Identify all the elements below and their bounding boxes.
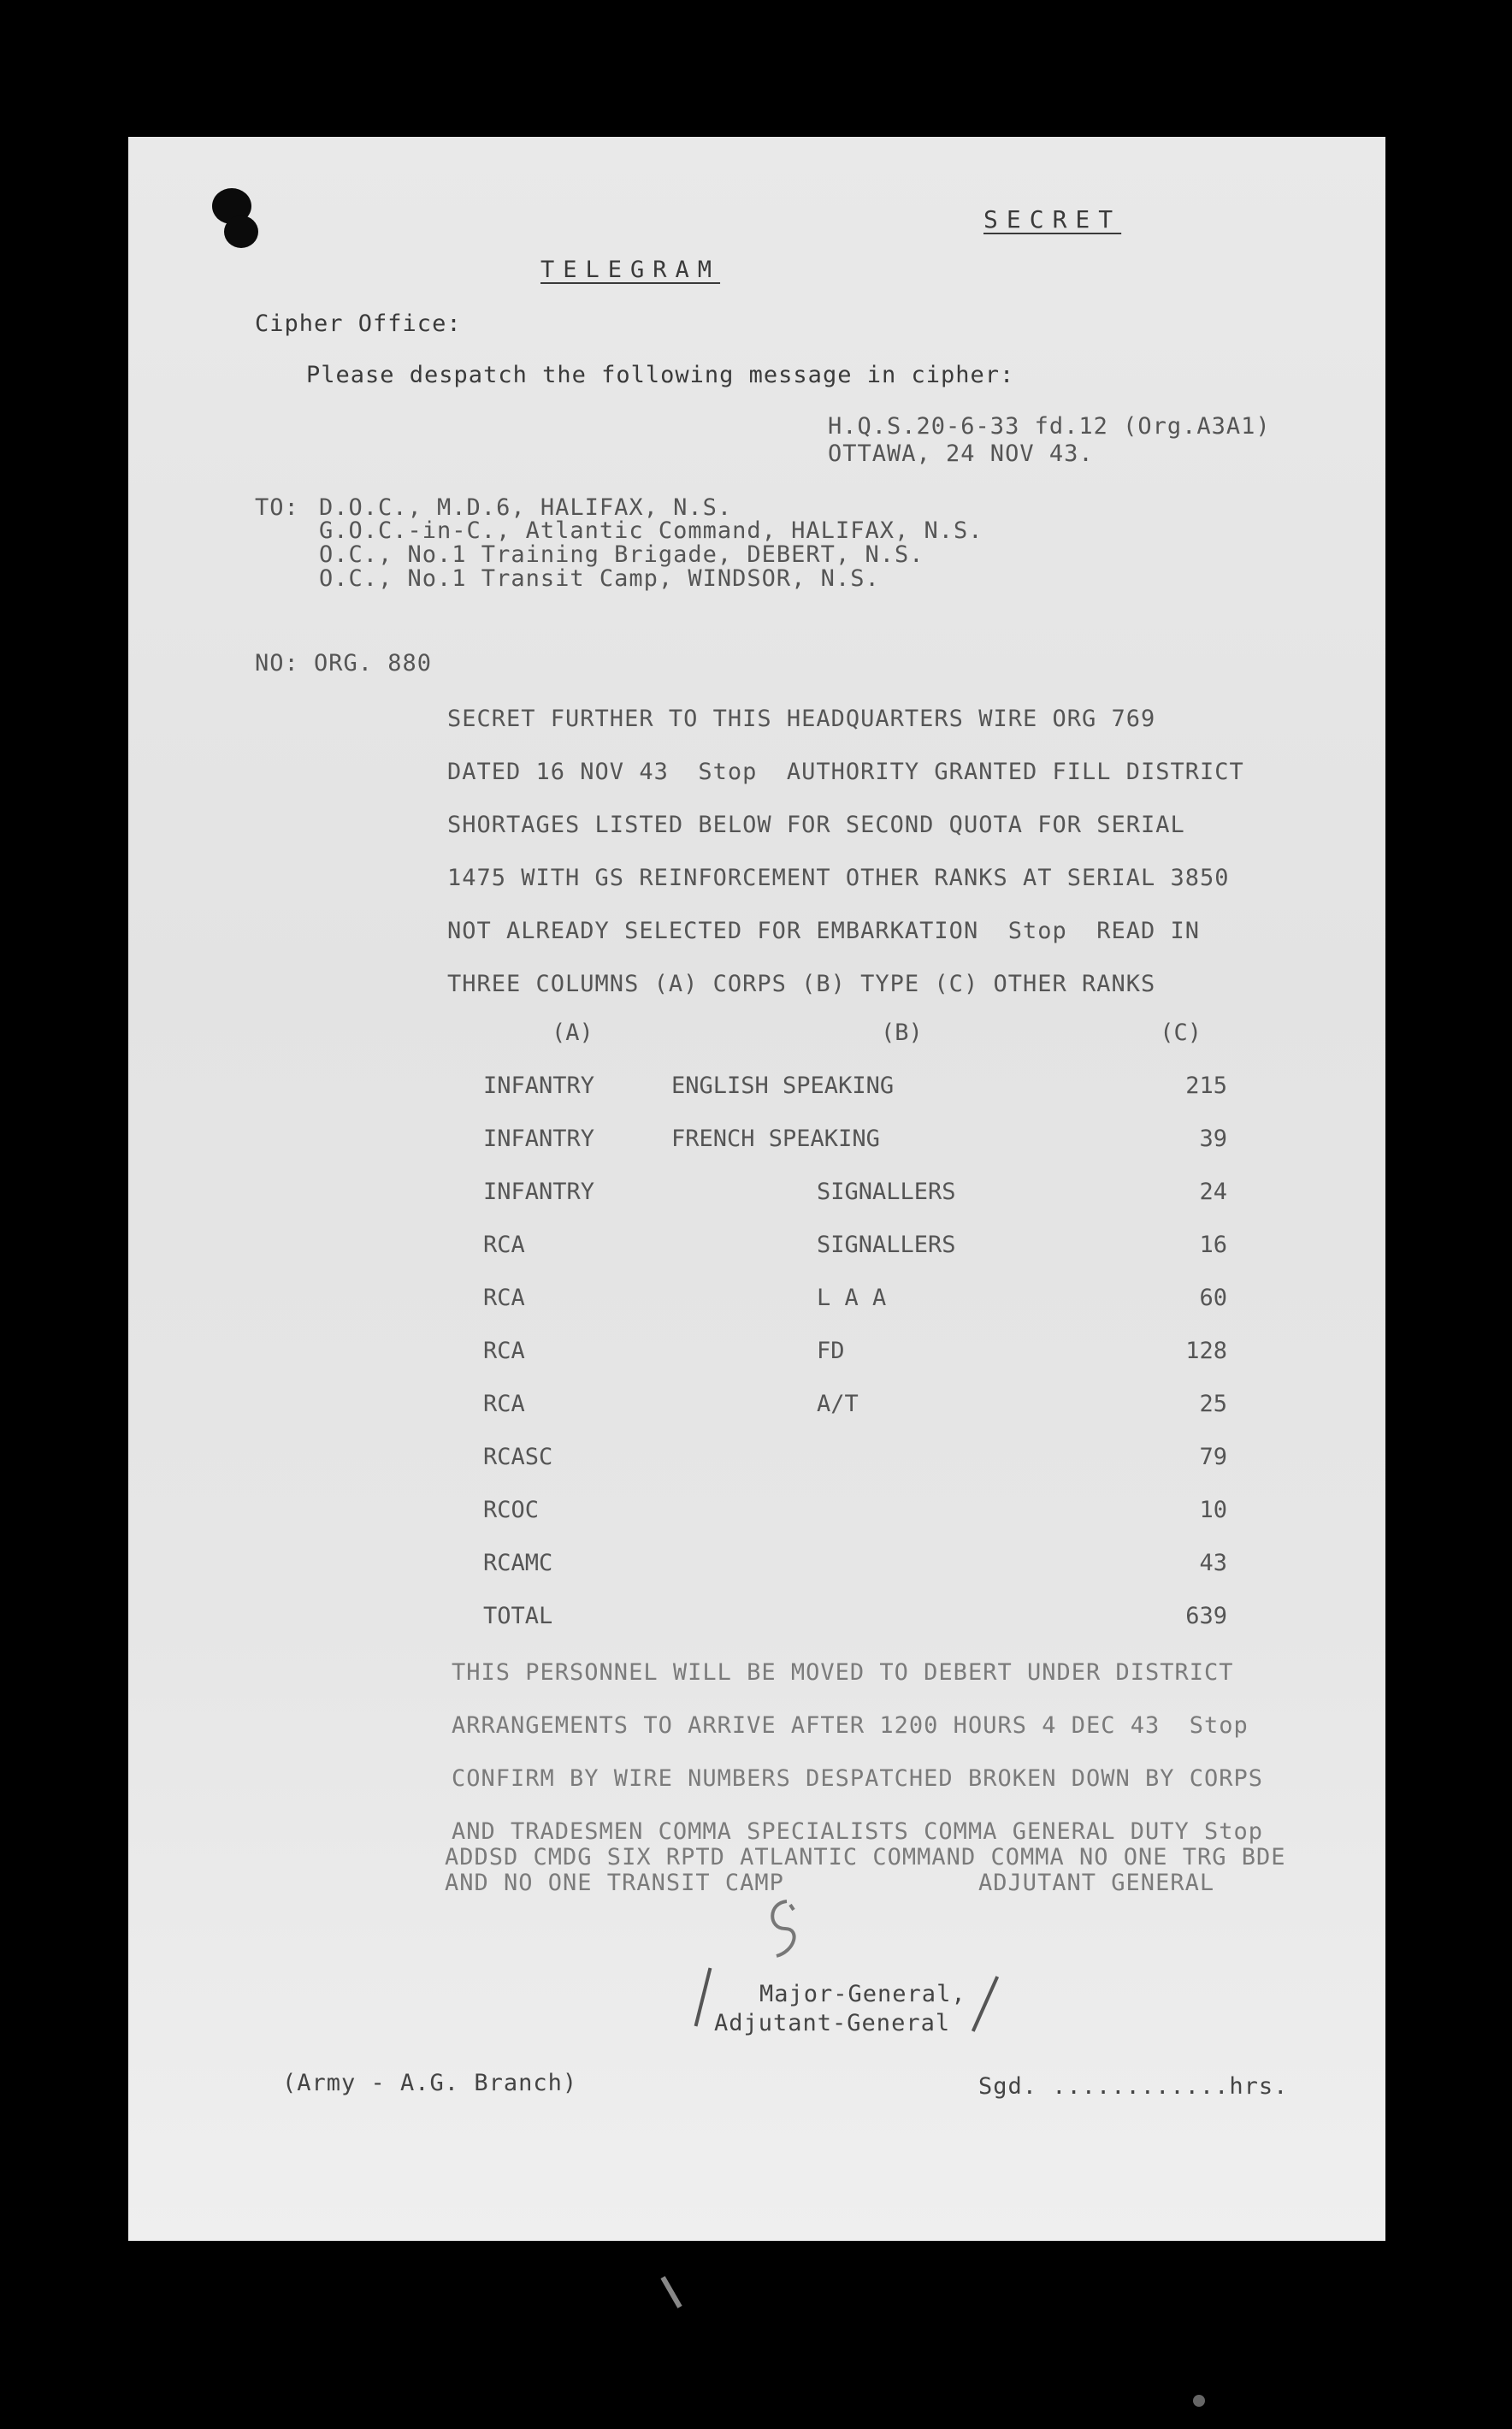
message-number: NO: ORG. 880 xyxy=(255,650,433,677)
recipient-line: G.O.C.-in-C., Atlantic Command, HALIFAX, N.S. xyxy=(319,517,983,544)
table-row xyxy=(483,1497,1227,1526)
ranks-cell: 39 xyxy=(1199,1126,1227,1152)
corps-cell: RCOC xyxy=(483,1497,540,1523)
signature-title: Adjutant-General xyxy=(714,2010,951,2036)
table-header-row xyxy=(483,1019,1227,1049)
corps-cell: RCA xyxy=(483,1338,525,1364)
place-date: OTTAWA, 24 NOV 43. xyxy=(828,440,1094,467)
table-row xyxy=(483,1285,1227,1314)
sender: ADJUTANT GENERAL xyxy=(978,1870,1215,1896)
ranks-cell: 215 xyxy=(1185,1073,1227,1099)
closing-line: THIS PERSONNEL WILL BE MOVED TO DEBERT UNDER DISTRICT xyxy=(452,1659,1234,1686)
recipient-line: D.O.C., M.D.6, HALIFAX, N.S. xyxy=(319,494,733,521)
branch-footer: (Army - A.G. Branch) xyxy=(282,2070,578,2096)
table-total-row xyxy=(483,1603,1227,1632)
table-row xyxy=(483,1179,1227,1208)
closing-line: AND NO ONE TRANSIT CAMP xyxy=(445,1870,784,1896)
file-reference: H.Q.S.20-6-33 fd.12 (Org.A3A1) xyxy=(828,413,1271,440)
corps-cell: INFANTRY xyxy=(483,1073,595,1099)
type-cell: SIGNALLERS xyxy=(817,1179,956,1205)
closing-line: ADDSD CMDG SIX RPTD ATLANTIC COMMAND COMMA NO ONE TRG BDE xyxy=(445,1844,1286,1871)
table-row xyxy=(483,1073,1227,1102)
ranks-cell: 24 xyxy=(1199,1179,1227,1205)
ranks-cell: 639 xyxy=(1185,1603,1227,1629)
type-cell: ENGLISH SPEAKING xyxy=(671,1073,895,1099)
column-c-header: (C) xyxy=(1160,1019,1202,1046)
punch-hole xyxy=(224,216,258,248)
type-cell: A/T xyxy=(817,1391,859,1417)
body-line: DATED 16 NOV 43 Stop AUTHORITY GRANTED FILL DISTRICT xyxy=(447,759,1244,785)
ranks-cell: 43 xyxy=(1199,1550,1227,1576)
table-row xyxy=(483,1126,1227,1155)
closing-line: ARRANGEMENTS TO ARRIVE AFTER 1200 HOURS 4 DEC 43 Stop xyxy=(452,1712,1249,1739)
closing-line: CONFIRM BY WIRE NUMBERS DESPATCHED BROKEN DOWN BY CORPS xyxy=(452,1765,1264,1792)
ranks-cell: 128 xyxy=(1185,1338,1227,1364)
scan-speck xyxy=(660,2276,682,2308)
table-row xyxy=(483,1391,1227,1420)
table-row xyxy=(483,1338,1227,1367)
corps-cell: RCA xyxy=(483,1285,525,1311)
body-line: THREE COLUMNS (A) CORPS (B) TYPE (C) OTHER RANKS xyxy=(447,971,1156,997)
body-line: NOT ALREADY SELECTED FOR EMBARKATION Stop READ IN xyxy=(447,918,1201,944)
corps-cell: RCA xyxy=(483,1391,525,1417)
corps-cell: RCAMC xyxy=(483,1550,553,1576)
ranks-cell: 60 xyxy=(1199,1285,1227,1311)
signature-rank: Major-General, xyxy=(759,1981,966,2007)
column-a-header: (A) xyxy=(552,1019,594,1046)
type-cell: L A A xyxy=(817,1285,887,1311)
type-cell: SIGNALLERS xyxy=(817,1232,956,1258)
body-line: SHORTAGES LISTED BELOW FOR SECOND QUOTA FOR SERIAL xyxy=(447,812,1185,838)
ranks-cell: 16 xyxy=(1199,1232,1227,1258)
body-line: SECRET FURTHER TO THIS HEADQUARTERS WIRE ORG 769 xyxy=(447,706,1156,732)
corps-cell: RCA xyxy=(483,1232,525,1258)
table-row xyxy=(483,1550,1227,1579)
type-cell: FD xyxy=(817,1338,845,1364)
body-line: 1475 WITH GS REINFORCEMENT OTHER RANKS AT SERIAL 3850 xyxy=(447,865,1230,891)
instruction-text: Please despatch the following message in cipher: xyxy=(306,362,1015,388)
closing-line: AND TRADESMEN COMMA SPECIALISTS COMMA GENERAL DUTY Stop xyxy=(452,1818,1264,1845)
column-b-header: (B) xyxy=(881,1019,923,1046)
table-row xyxy=(483,1444,1227,1473)
type-cell: FRENCH SPEAKING xyxy=(671,1126,880,1152)
sent-footer: Sgd. ............hrs. xyxy=(978,2073,1289,2100)
scan-speck xyxy=(1193,2395,1205,2407)
cipher-office-label: Cipher Office: xyxy=(255,310,462,337)
corps-cell: RCASC xyxy=(483,1444,553,1470)
corps-cell: INFANTRY xyxy=(483,1126,595,1152)
ranks-cell: 79 xyxy=(1199,1444,1227,1470)
table-row xyxy=(483,1232,1227,1261)
recipient-line: O.C., No.1 Transit Camp, WINDSOR, N.S. xyxy=(319,565,880,592)
corps-cell: TOTAL xyxy=(483,1603,553,1629)
classification-heading: SECRET xyxy=(983,205,1122,233)
ranks-cell: 10 xyxy=(1199,1497,1227,1523)
document-type-heading: TELEGRAM xyxy=(540,257,721,283)
corps-cell: INFANTRY xyxy=(483,1179,595,1205)
to-label: TO: xyxy=(255,494,299,521)
handwritten-initials xyxy=(753,1894,812,1971)
recipient-line: O.C., No.1 Training Brigade, DEBERT, N.S. xyxy=(319,541,924,568)
ranks-cell: 25 xyxy=(1199,1391,1227,1417)
